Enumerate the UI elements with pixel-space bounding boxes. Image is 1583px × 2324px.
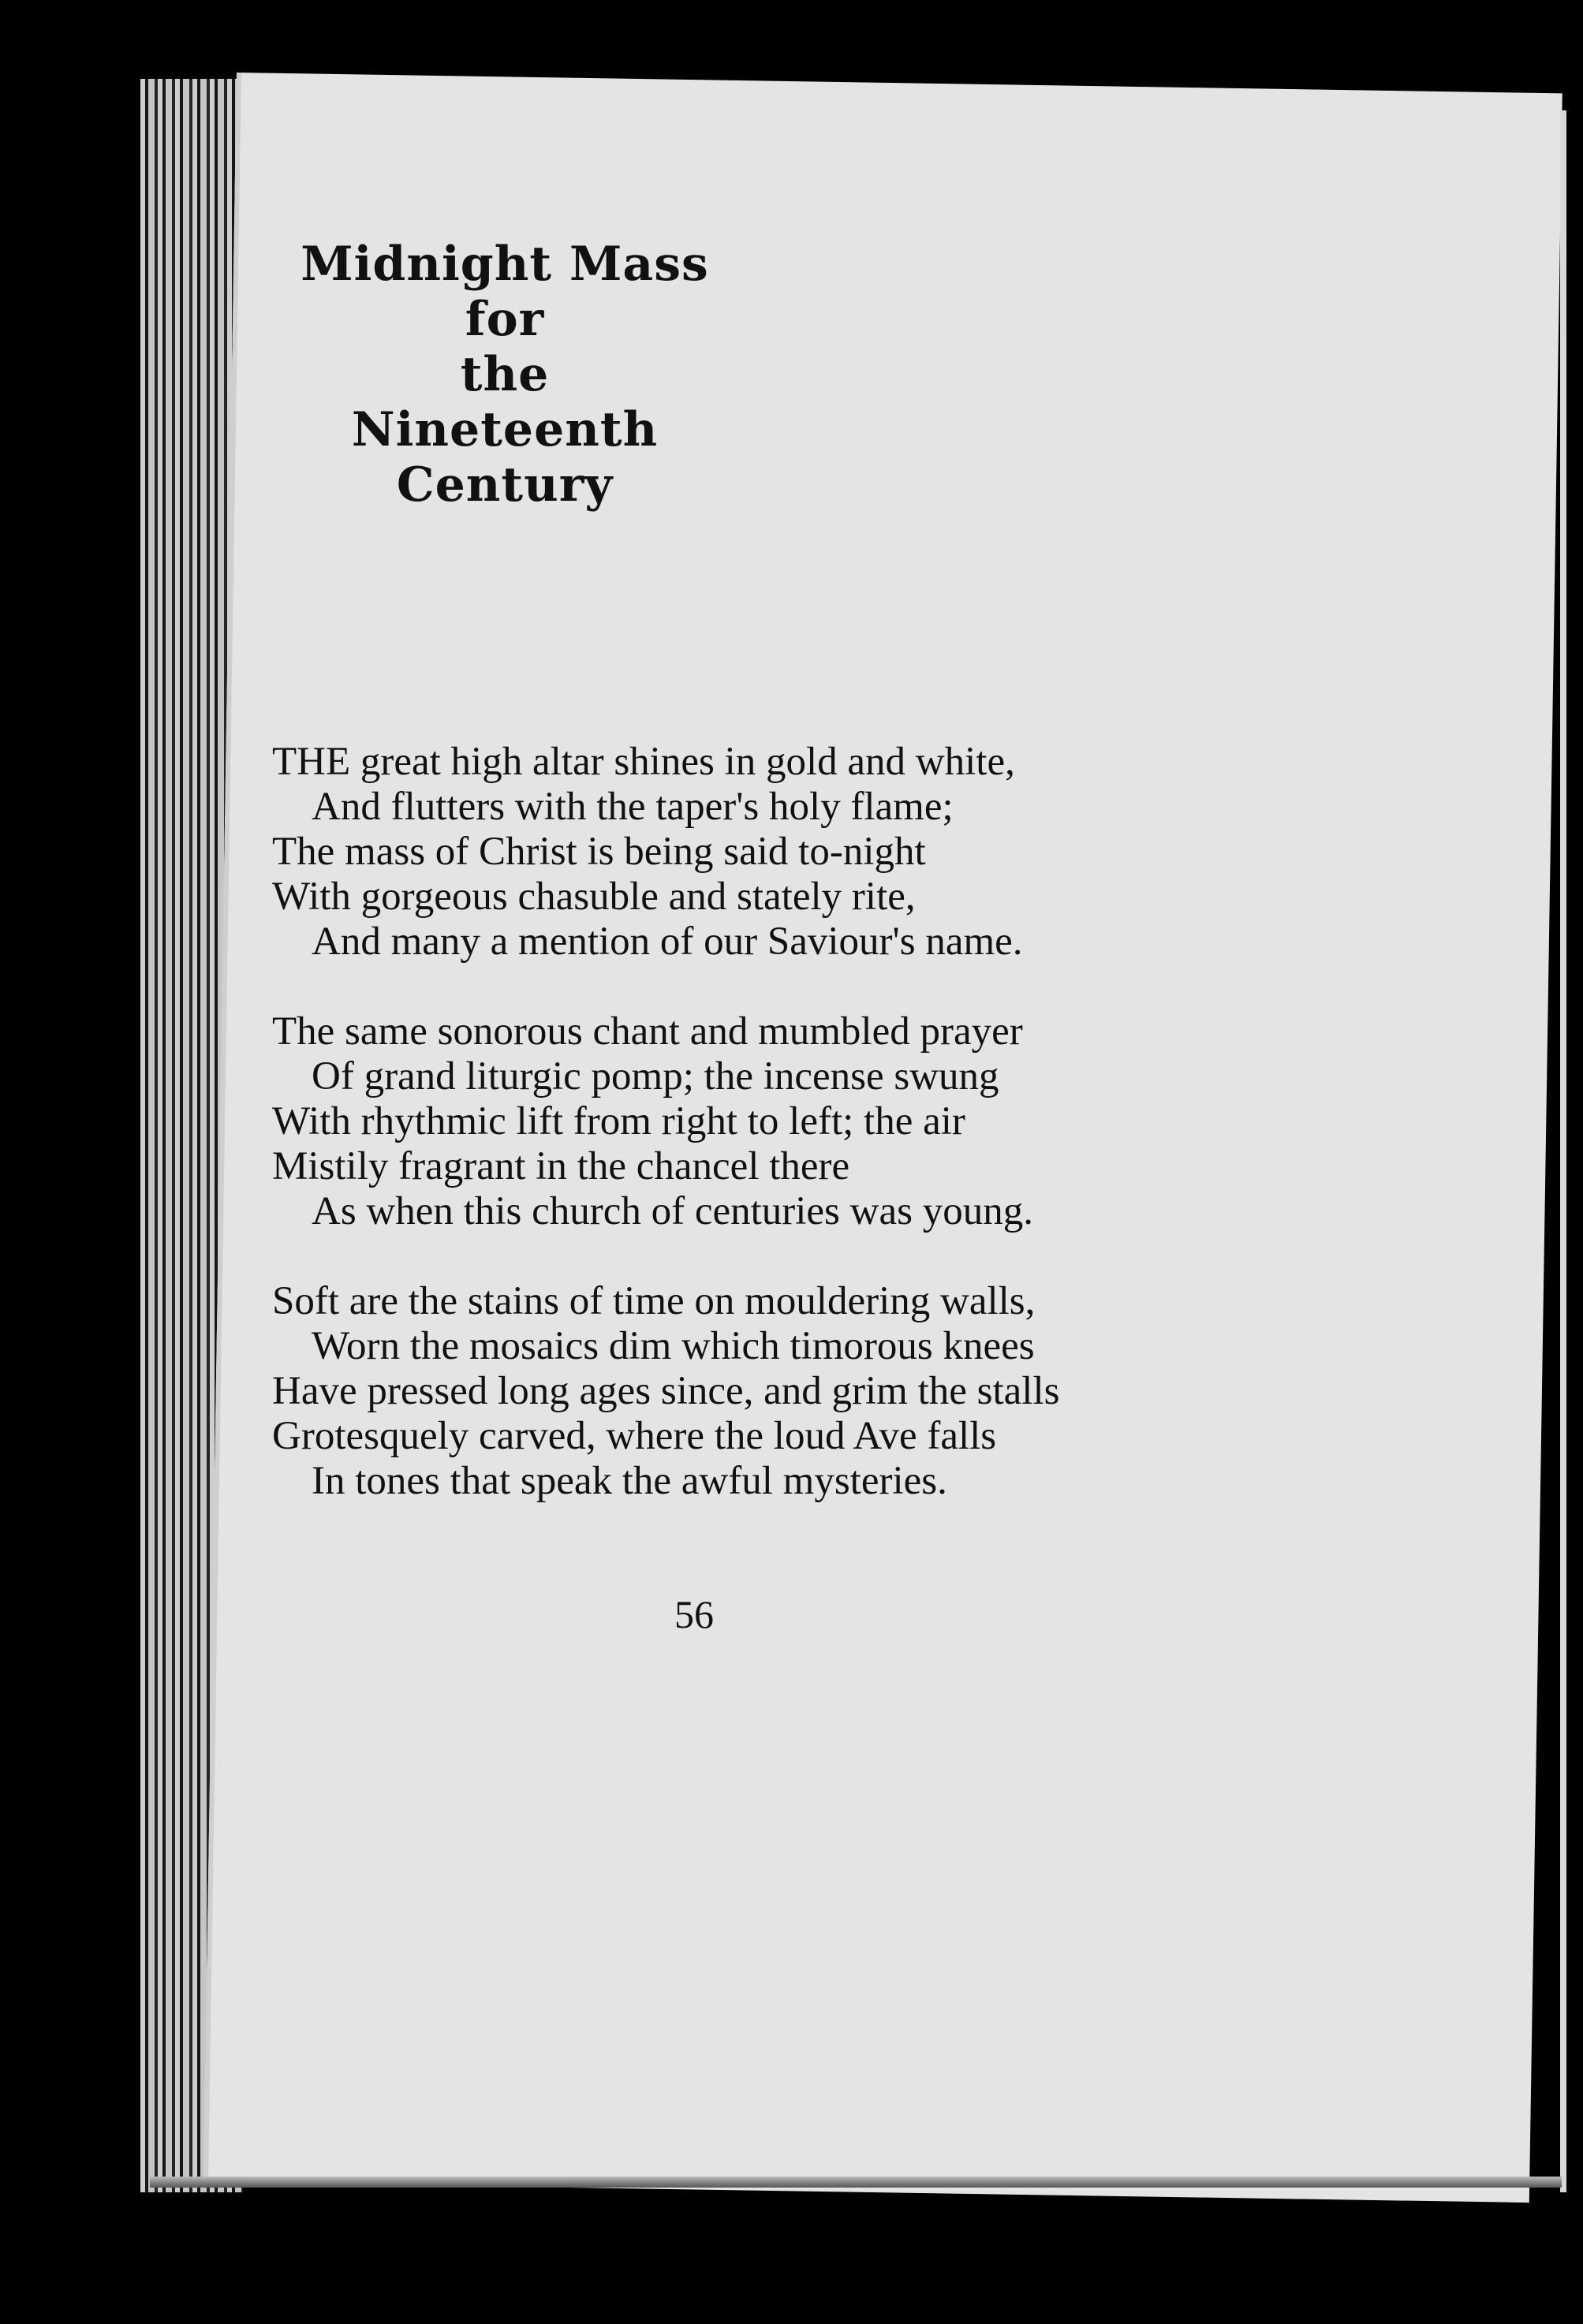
page-right-edge xyxy=(1560,110,1566,2192)
title-line: the Nineteenth xyxy=(351,347,659,457)
poem-body xyxy=(272,740,1282,1549)
poem-line: In tones that speak the awful mysteries. xyxy=(312,1459,947,1503)
poem-line: The same sonorous chant and mumbled prayer xyxy=(272,1009,1023,1054)
poem-line: Have pressed long ages since, and grim the stalls xyxy=(272,1369,1060,1413)
poem-title xyxy=(300,237,710,513)
poem-line: Of grand liturgic pomp; the incense swung xyxy=(312,1054,999,1099)
title-line: Midnight Mass for xyxy=(301,237,709,347)
stanza xyxy=(272,740,1282,964)
poem-line: With gorgeous chasuble and stately rite, xyxy=(272,875,916,919)
poem-line: And flutters with the taper's holy flame; xyxy=(312,785,954,829)
poem-line: Soft are the stains of time on mouldering walls, xyxy=(272,1279,1036,1323)
page-number: 56 xyxy=(674,1592,714,1636)
poem-line: As when this church of centuries was young. xyxy=(312,1189,1033,1233)
poem-line: Grotesquely carved, where the loud Ave falls xyxy=(272,1414,997,1458)
poem-line: With rhythmic lift from right to left; the air xyxy=(272,1099,965,1143)
page-bottom-edge xyxy=(150,2177,1562,2188)
poem-line: The mass of Christ is being said to-night xyxy=(272,830,926,874)
poem-line: Mistily fragrant in the chancel there xyxy=(272,1144,850,1188)
poem-line: Worn the mosaics dim which timorous knees xyxy=(312,1324,1035,1368)
stanza xyxy=(272,1279,1282,1504)
poem-line: And many a mention of our Saviour's name. xyxy=(312,920,1023,964)
stanza xyxy=(272,1009,1282,1234)
title-line: Century xyxy=(396,457,614,513)
poem-line: THE great high altar shines in gold and white, xyxy=(272,740,1015,784)
